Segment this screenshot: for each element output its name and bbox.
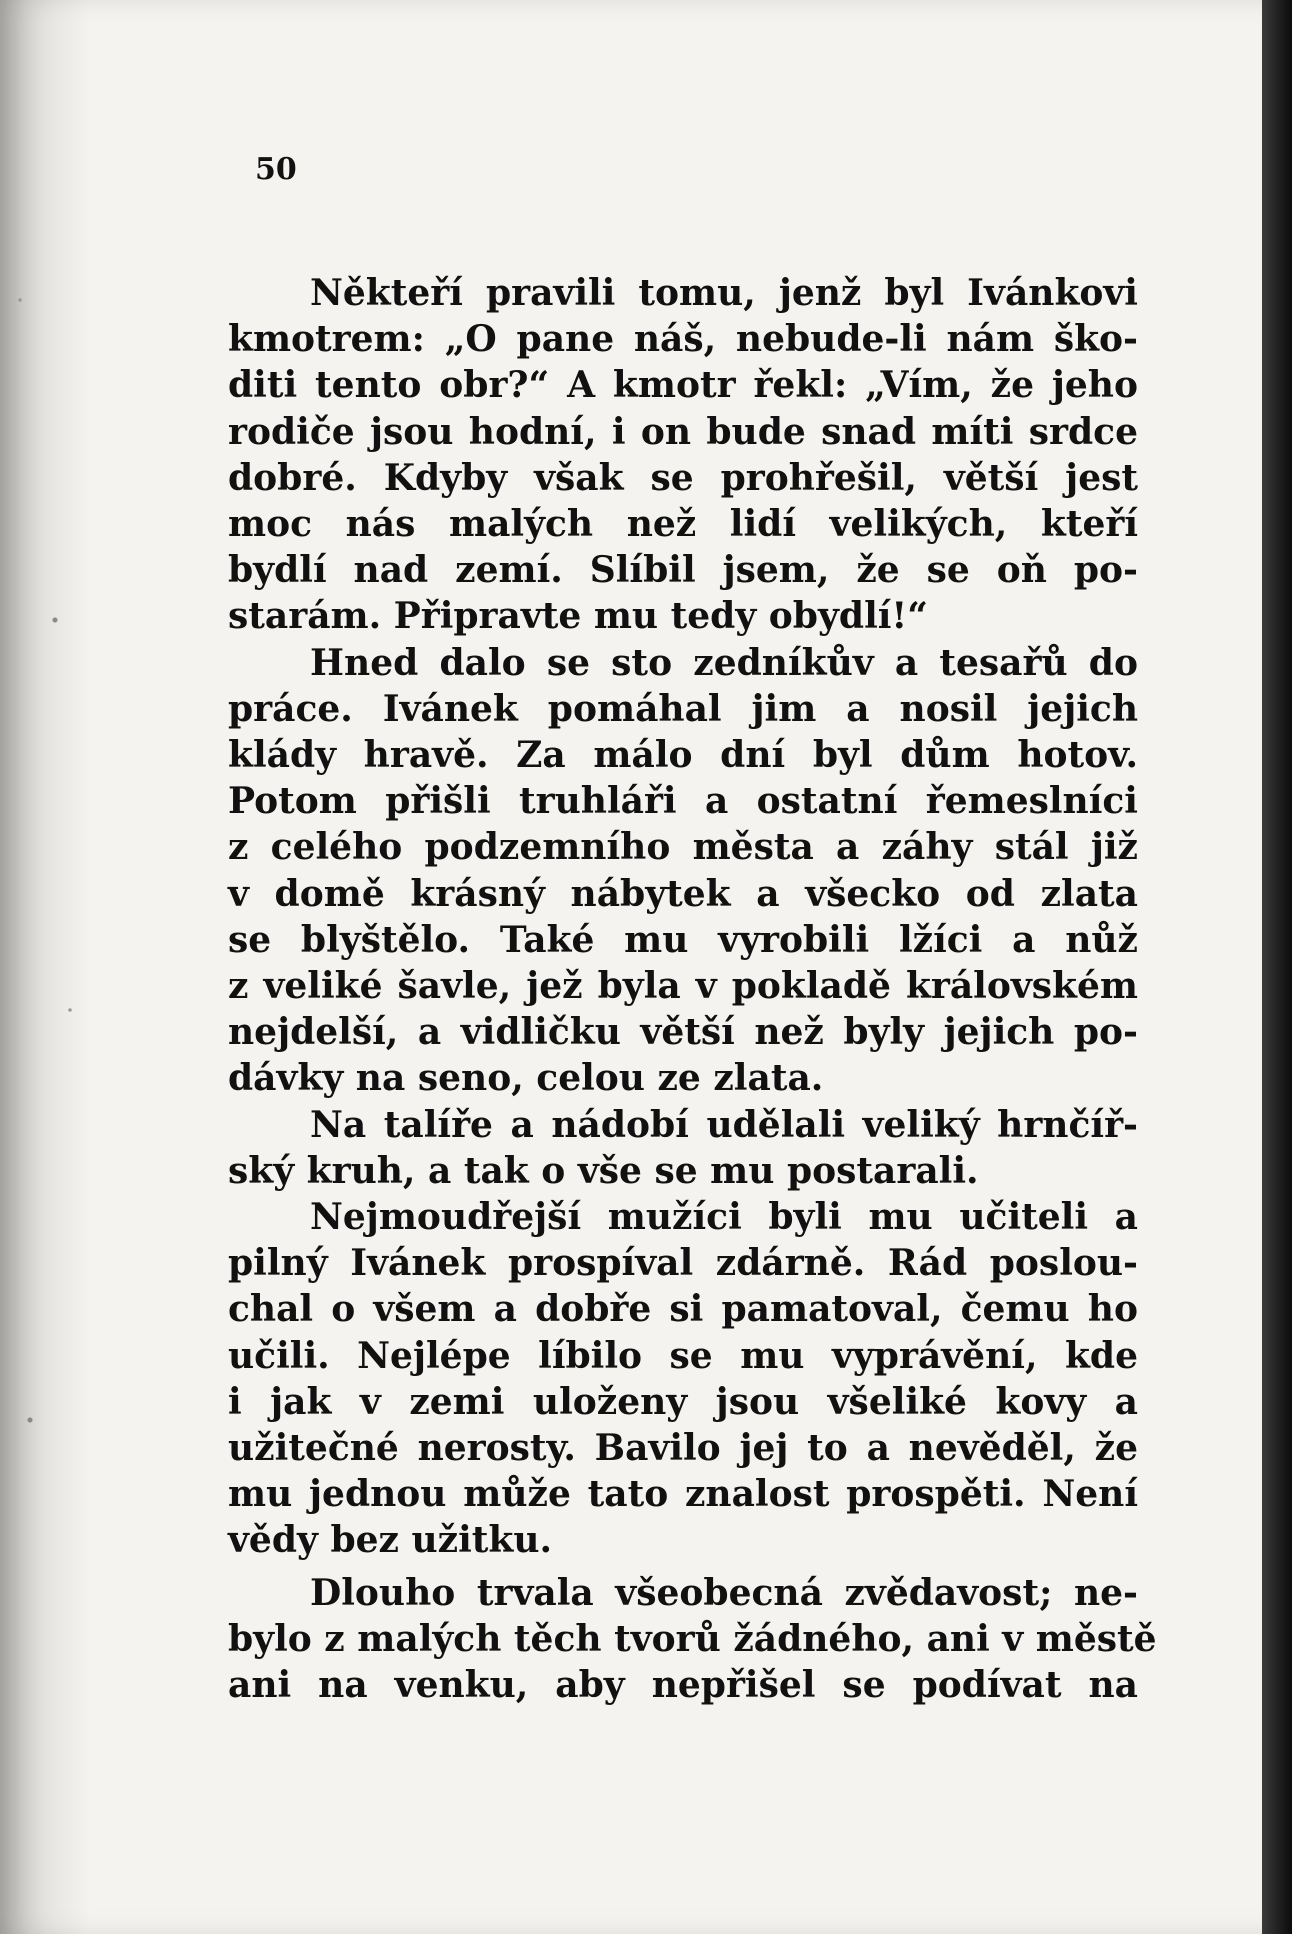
text-line: ský kruh, a tak o vše se mu postarali. [228, 1149, 979, 1192]
text-line: pilný Ivánek prospíval zdárně. Rád poslou- [228, 1242, 1138, 1285]
text-line: Na talíře a nádobí udělali veliký hrnčíř- [310, 1103, 1138, 1146]
text-line: Hned dalo se sto zedníkův a tesařů do [310, 641, 1138, 684]
text-line: vědy bez užitku. [228, 1519, 553, 1562]
text-line: i jak v zemi uloženy jsou všeliké kovy a [228, 1380, 1138, 1423]
text-line: bylo z malých těch tvorů žádného, ani v městě [228, 1617, 1157, 1660]
text-line: moc nás malých než lidí velikých, kteří [228, 503, 1138, 546]
text-line: Někteří pravili tomu, jenž byl Ivánkovi [310, 272, 1138, 314]
gutter-shadow [0, 0, 90, 1934]
page-number: 50 [255, 152, 297, 187]
text-line: z celého podzemního města a záhy stál již [228, 826, 1138, 869]
text-line: Nejmoudřejší mužíci byli mu učiteli a [310, 1196, 1138, 1239]
text-line: kmotrem: „O pane náš, nebude-li nám ško- [228, 318, 1138, 361]
text-line: ani na venku, aby nepřišel se podívat na [228, 1664, 1138, 1707]
text-line: z veliké šavle, jež byla v pokladě královském [228, 965, 1138, 1008]
text-line: dávky na seno, celou ze zlata. [228, 1057, 824, 1100]
text-line: rodiče jsou hodní, i on bude snad míti srdce [228, 410, 1138, 453]
text-line: nejdelší, a vidličku větší než byly jejich po- [228, 1011, 1138, 1054]
text-line: se blyštělo. Také mu vyrobili lžíci a nůž [228, 918, 1138, 961]
text-line: bydlí nad zemí. Slíbil jsem, že se oň po- [228, 549, 1138, 592]
text-line: dobré. Kdyby však se prohřešil, větší jest [228, 456, 1138, 499]
text-line: užitečné nerosty. Bavilo jej to a nevěděl, že [228, 1427, 1138, 1470]
text-line: diti tento obr?“ A kmotr řekl: „Vím, že jeho [228, 364, 1138, 407]
text-line: práce. Ivánek pomáhal jim a nosil jejich [228, 687, 1138, 730]
text-line: chal o všem a dobře si pamatoval, čemu ho [228, 1288, 1138, 1331]
text-line: v domě krásný nábytek a všecko od zlata [228, 872, 1138, 915]
page-edge-shadow [1262, 0, 1292, 1934]
body-text [228, 270, 1157, 1708]
text-line: učili. Nejlépe líbilo se mu vyprávění, kde [228, 1334, 1138, 1377]
text-line: starám. Připravte mu tedy obydlí!“ [228, 595, 928, 638]
text-line: Dlouho trvala všeobecná zvědavost; ne- [310, 1571, 1138, 1614]
text-line: mu jednou může tato znalost prospěti. Není [228, 1473, 1138, 1516]
text-line: klády hravě. Za málo dní byl dům hotov. [228, 734, 1138, 777]
text-line: Potom přišli truhláři a ostatní řemeslníci [228, 780, 1138, 823]
